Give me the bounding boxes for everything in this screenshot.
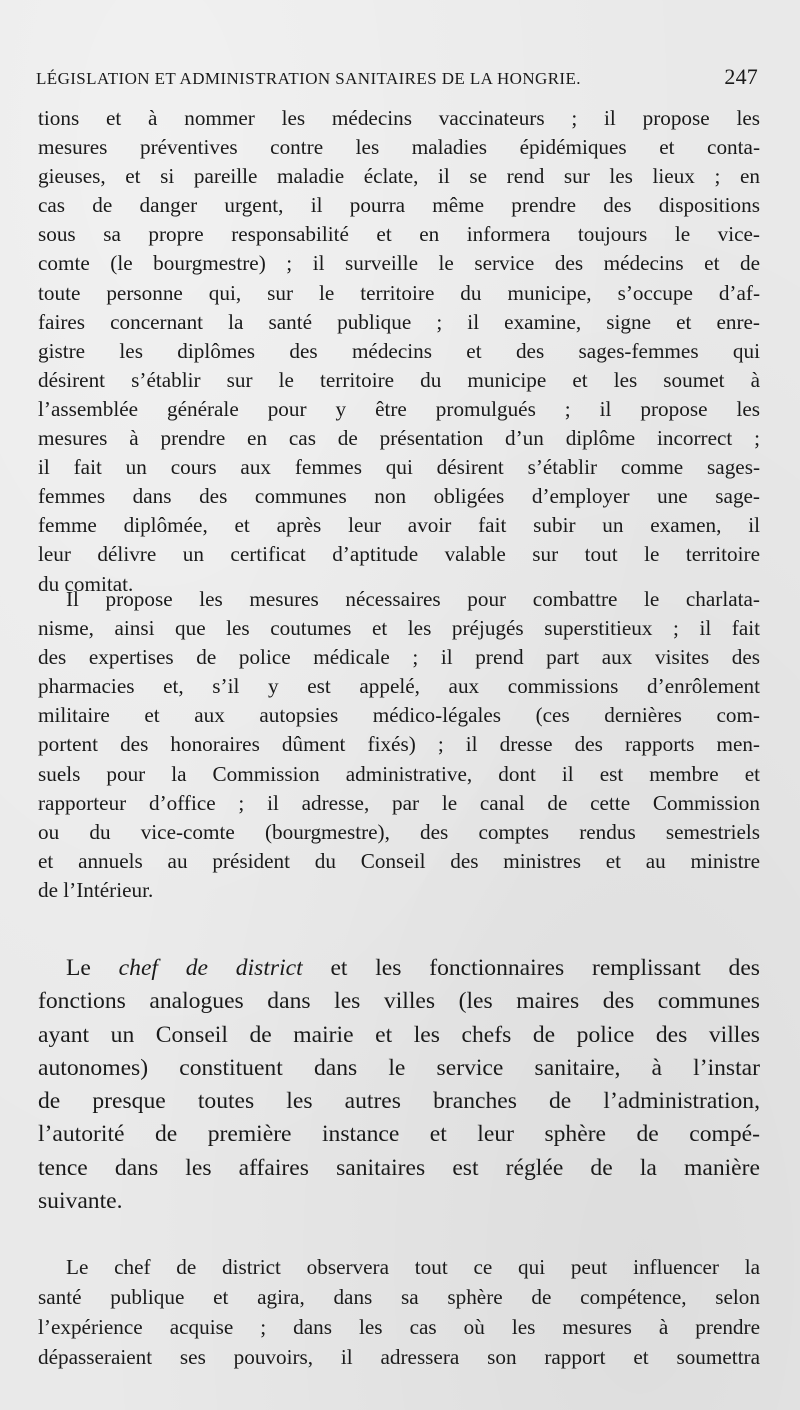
- text-line: rapporteur d’office ; il adresse, par le canal de cette Commission: [38, 790, 760, 815]
- text-line: santé publique et agira, dans sa sphère de compétence, selon: [38, 1285, 760, 1309]
- text-line: de presque toutes les autres branches de l’administration,: [38, 1088, 760, 1115]
- text-line: tions et à nommer les médecins vaccinateurs ; il propose les: [38, 106, 760, 130]
- text-line: ayant un Conseil de mairie et les chefs de police des villes: [38, 1021, 760, 1048]
- text-line: faires concernant la santé publique ; il examine, signe et enre-: [38, 309, 760, 334]
- running-head: [36, 64, 758, 92]
- text-line: femme diplômée, et après leur avoir fait subir un examen, il: [38, 513, 760, 538]
- text-line: sous sa propre responsabilité et en informera toujours le vice-: [38, 222, 760, 247]
- italic-term: chef de district: [118, 955, 303, 981]
- text-line: du comitat.: [38, 571, 134, 596]
- text-line: militaire et aux autopsies médico-légales (ces dernières com-: [38, 703, 760, 728]
- page-number: 247: [724, 64, 758, 89]
- text-line: Le chef de district observera tout ce qui peut influencer la: [66, 1255, 760, 1279]
- text-line: ou du vice-comte (bourgmestre), des comptes rendus semestriels: [38, 819, 760, 844]
- line-prefix: Le: [66, 955, 119, 981]
- text-line: l’autorité de première instance et leur sphère de compé-: [38, 1121, 760, 1148]
- text-line: l’expérience acquise ; dans les cas où les mesures à prendre: [38, 1315, 760, 1339]
- running-head-title: LÉGISLATION ET ADMINISTRATION SANITAIRES DE LA HONGRIE.: [36, 69, 581, 88]
- text-line: l’assemblée générale pour y être promulgués ; il propose les: [38, 396, 760, 421]
- text-line: toute personne qui, sur le territoire du municipe, s’occupe d’af-: [38, 280, 760, 305]
- paragraph-1: [38, 104, 760, 599]
- line-suffix: et les fonctionnaires remplissant des: [302, 955, 760, 981]
- text-line: et annuels au président du Conseil des ministres et au ministre: [38, 848, 760, 873]
- text-line: tence dans les affaires sanitaires est réglée de la manière: [38, 1154, 760, 1181]
- text-line: des expertises de police médicale ; il prend part aux visites des: [38, 645, 760, 670]
- text-line: pharmacies et, s’il y est appelé, aux commissions d’enrôlement: [38, 674, 760, 699]
- text-line: [38, 952, 760, 985]
- text-line: nisme, ainsi que les coutumes et les préjugés superstitieux ; il fait: [38, 616, 760, 641]
- text-line: mesures préventives contre les maladies épidémiques et conta-: [38, 135, 760, 160]
- paragraph-2: [38, 585, 760, 905]
- text-line: dépasseraient ses pouvoirs, il adressera son rapport et soumettra: [38, 1345, 760, 1369]
- text-line: Il propose les mesures nécessaires pour combattre le charlata-: [66, 587, 760, 611]
- text-line: suivante.: [38, 1188, 123, 1215]
- text-line: cas de danger urgent, il pourra même prendre des dispositions: [38, 193, 760, 218]
- text-line: fonctions analogues dans les villes (les maires des communes: [38, 988, 760, 1015]
- text-line: gieuses, et si pareille maladie éclate, il se rend sur les lieux ; en: [38, 164, 760, 189]
- text-line: gistre les diplômes des médecins et des sages-femmes qui: [38, 338, 760, 363]
- text-line: autonomes) constituent dans le service sanitaire, à l’instar: [38, 1054, 760, 1081]
- text-line: femmes dans des communes non obligées d’employer une sage-: [38, 484, 760, 509]
- paragraph-3: [38, 952, 760, 1218]
- paragraph-4: [38, 1252, 760, 1372]
- text-line: mesures à prendre en cas de présentation d’un diplôme incorrect ;: [38, 426, 760, 451]
- text-line: leur délivre un certificat d’aptitude valable sur tout le territoire: [38, 542, 760, 567]
- text-line: désirent s’établir sur le territoire du municipe et les soumet à: [38, 367, 760, 392]
- text-line: de l’Intérieur.: [38, 877, 154, 902]
- text-line: il fait un cours aux femmes qui désirent s’établir comme sages-: [38, 455, 760, 480]
- text-line: suels pour la Commission administrative, dont il est membre et: [38, 761, 760, 786]
- text-line: portent des honoraires dûment fixés) ; il dresse des rapports men-: [38, 732, 760, 757]
- text-line: comte (le bourgmestre) ; il surveille le service des médecins et de: [38, 251, 760, 276]
